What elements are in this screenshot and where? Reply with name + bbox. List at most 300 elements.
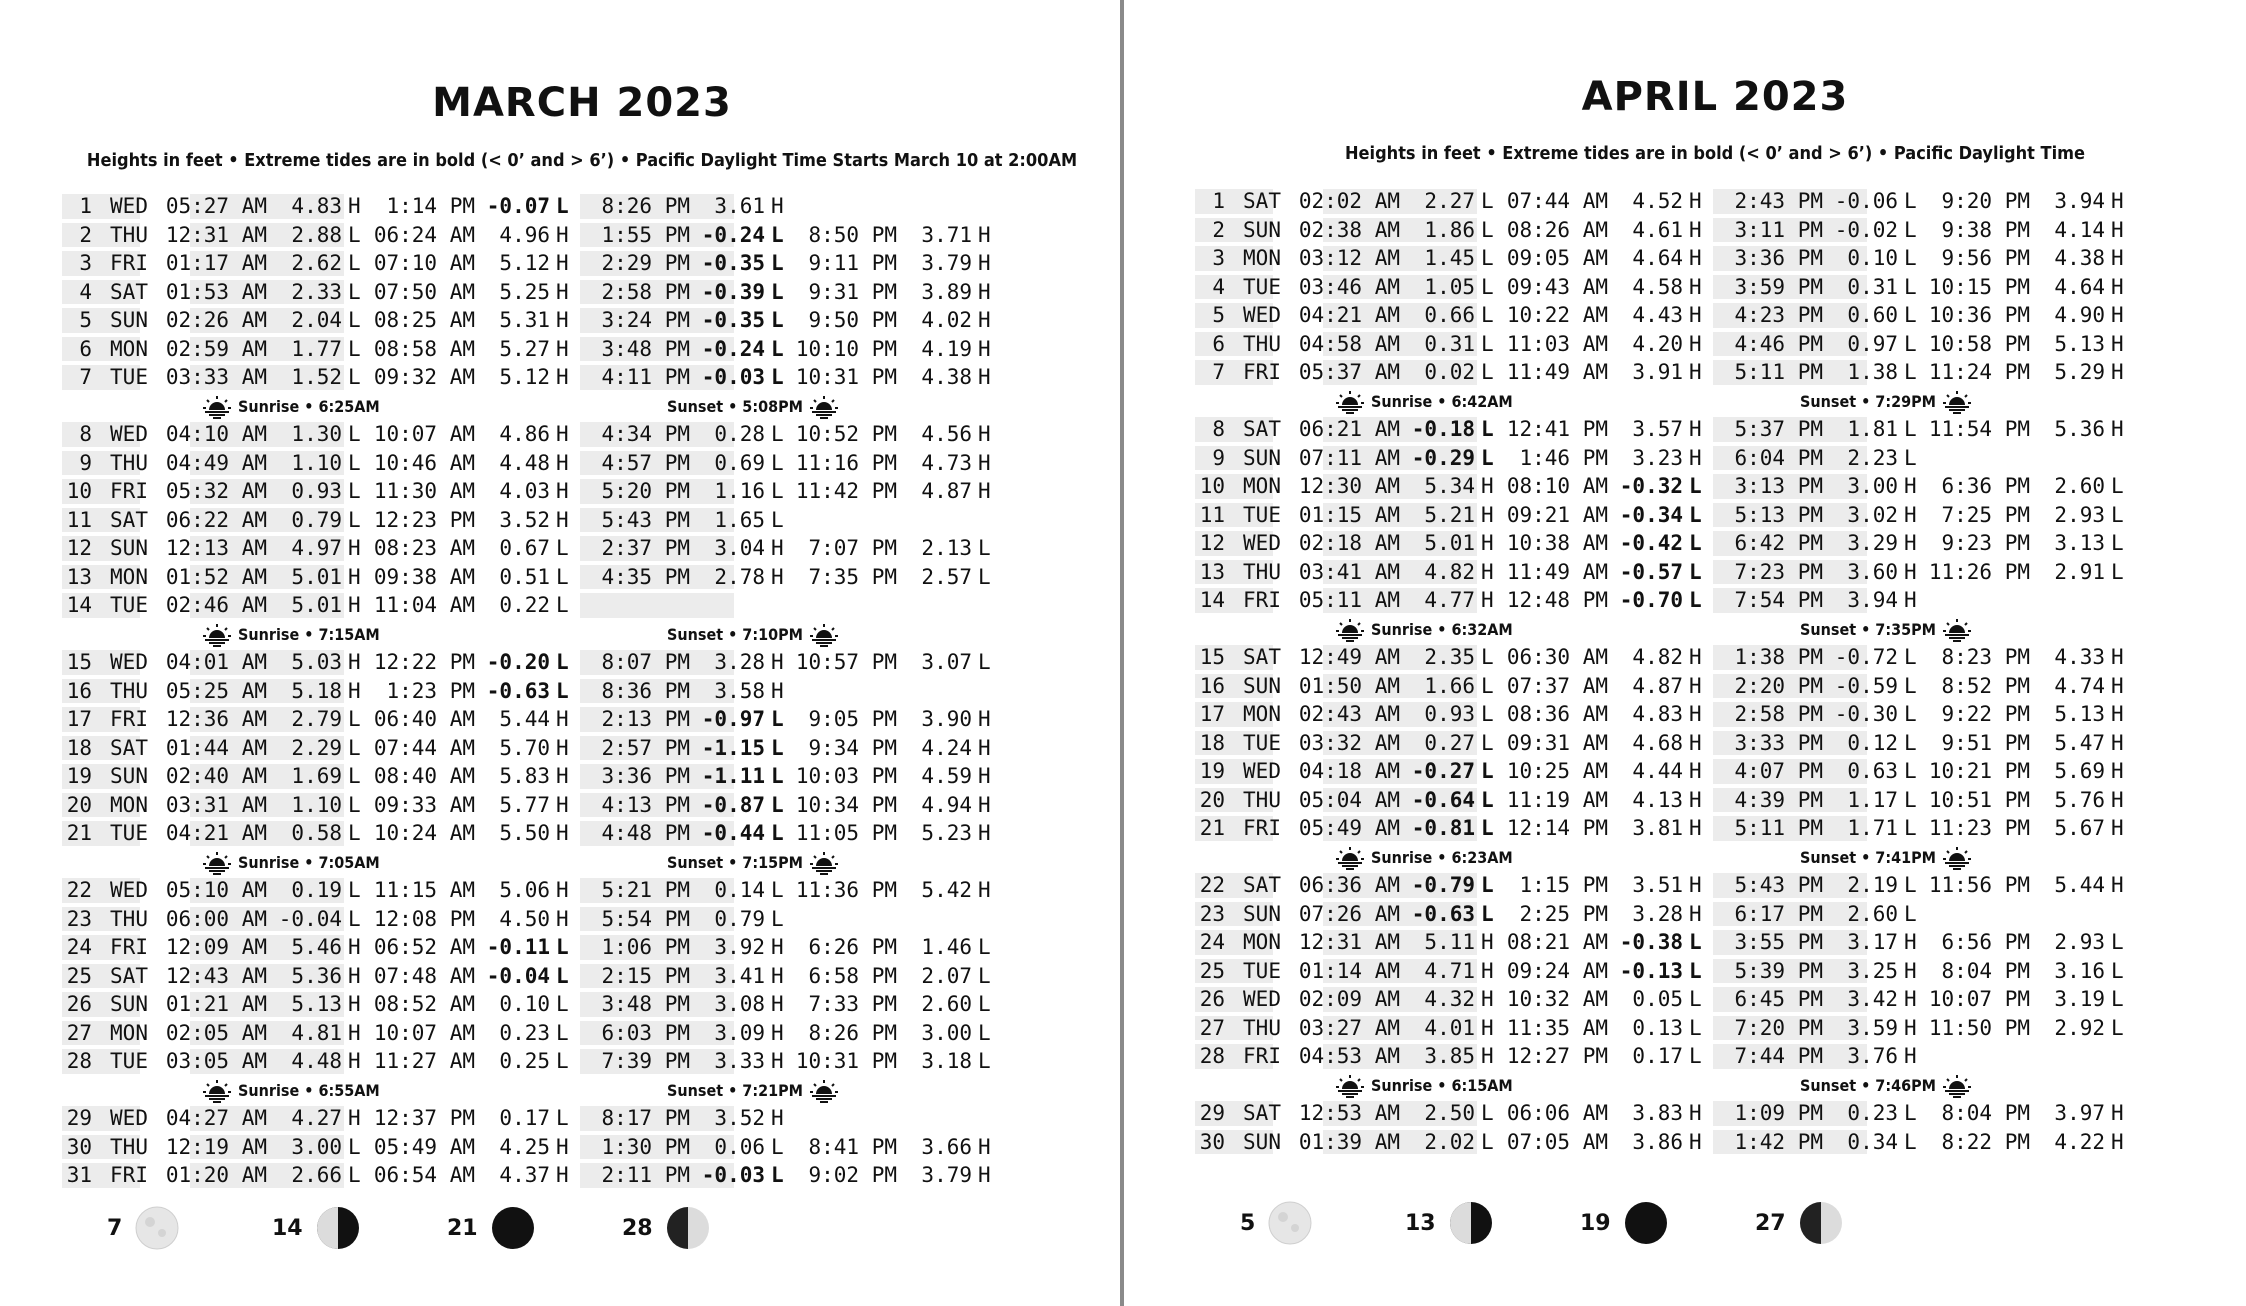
tide-entry xyxy=(1713,959,1926,983)
tide-entry xyxy=(1498,987,1711,1011)
tide-entry xyxy=(787,935,1000,959)
tide-time: 6:03 PM xyxy=(601,1020,690,1045)
tide-time: 08:25 AM xyxy=(373,308,475,333)
tide-type: H xyxy=(2111,787,2124,812)
tide-time: 9:02 PM xyxy=(808,1163,897,1188)
tide-entry xyxy=(1290,531,1503,555)
tide-entry xyxy=(1920,275,2133,299)
tide-type: L xyxy=(771,878,784,903)
tide-type: H xyxy=(1481,474,1494,499)
sunrise-text: Sunrise • 7:05AM xyxy=(238,853,380,872)
tide-entry xyxy=(580,878,793,902)
tide-entry xyxy=(787,337,1000,361)
tide-height: 1.10 xyxy=(291,450,342,475)
tide-time: 12:31 AM xyxy=(165,222,267,247)
row-day: SUN xyxy=(110,992,148,1017)
tide-entry xyxy=(1290,360,1503,384)
tide-time: 08:40 AM xyxy=(373,764,475,789)
tide-time: 02:46 AM xyxy=(165,593,267,618)
tide-type: H xyxy=(978,308,991,333)
tide-entry xyxy=(1498,902,1711,926)
row-date: 10 xyxy=(66,479,92,504)
row-day: SUN xyxy=(1243,217,1281,242)
row-date: 25 xyxy=(66,963,92,988)
page-title: MARCH 2023 xyxy=(432,80,732,126)
tide-time: 3:59 PM xyxy=(1734,274,1823,299)
tide-time: 12:09 AM xyxy=(165,935,267,960)
tide-height: 2.92 xyxy=(2054,1015,2105,1040)
tide-type: L xyxy=(1481,217,1494,242)
sunset-text: Sunset • 7:15PM xyxy=(667,853,803,872)
tide-entry xyxy=(365,707,578,731)
tide-entry xyxy=(1920,360,2133,384)
tide-entry xyxy=(1498,474,1711,498)
tide-type: H xyxy=(1689,645,1702,670)
tide-entry xyxy=(365,679,578,703)
sunrise-text: Sunrise • 6:23AM xyxy=(1371,848,1513,867)
tide-entry xyxy=(787,992,1000,1016)
tide-type: L xyxy=(1904,730,1917,755)
tide-time: 02:43 AM xyxy=(1298,702,1400,727)
full-moon-icon xyxy=(134,1205,180,1251)
tide-type: H xyxy=(2111,816,2124,841)
tide-type: H xyxy=(1689,1101,1702,1126)
tide-type: H xyxy=(1689,246,1702,271)
tide-type: L xyxy=(1481,645,1494,670)
tide-time: 9:23 PM xyxy=(1941,531,2030,556)
tide-time: 10:52 PM xyxy=(795,422,897,447)
tide-entry xyxy=(580,1135,793,1159)
tide-height: 4.44 xyxy=(1632,759,1683,784)
tide-height: 5.77 xyxy=(499,792,550,817)
row-day: THU xyxy=(110,222,148,247)
sunrise-label xyxy=(202,851,380,875)
tide-entry xyxy=(1920,645,2133,669)
tide-type: H xyxy=(556,906,569,931)
tide-type: H xyxy=(348,1049,361,1074)
tide-type: L xyxy=(978,564,991,589)
tide-type: H xyxy=(2111,1101,2124,1126)
tide-entry xyxy=(1920,1101,2133,1125)
tide-time: 4:23 PM xyxy=(1734,303,1823,328)
tide-type: H xyxy=(1689,303,1702,328)
tide-time: 8:26 PM xyxy=(808,1020,897,1045)
tide-entry xyxy=(1290,189,1503,213)
tide-entry xyxy=(580,508,793,532)
table-row xyxy=(62,306,1102,335)
tide-type: H xyxy=(556,365,569,390)
tide-height: -0.35 xyxy=(701,251,765,276)
sunrise-text: Sunrise • 6:42AM xyxy=(1371,392,1513,411)
tide-type: L xyxy=(2111,531,2124,556)
row-day: THU xyxy=(110,1134,148,1159)
tide-time: 05:27 AM xyxy=(165,194,267,219)
tide-height: 5.67 xyxy=(2054,816,2105,841)
tide-entry xyxy=(580,793,793,817)
tide-time: 05:10 AM xyxy=(165,878,267,903)
table-row xyxy=(1195,786,2235,815)
tide-type: H xyxy=(556,792,569,817)
row-day: TUE xyxy=(1243,958,1281,983)
tide-time: 5:11 PM xyxy=(1734,360,1823,385)
row-date: 17 xyxy=(1199,702,1225,727)
tide-entry xyxy=(1713,1130,1926,1154)
tide-type: L xyxy=(556,536,569,561)
table-row xyxy=(62,1104,1102,1133)
tide-type: H xyxy=(1481,559,1494,584)
tide-time: 12:08 PM xyxy=(373,906,475,931)
tide-height: 1.86 xyxy=(1424,217,1475,242)
sunrise-label xyxy=(1335,846,1513,870)
tide-entry xyxy=(1920,303,2133,327)
moon-day: 19 xyxy=(1580,1210,1611,1236)
tide-height: 4.83 xyxy=(1632,702,1683,727)
tide-time: 12:43 AM xyxy=(165,963,267,988)
tide-time: 08:58 AM xyxy=(373,336,475,361)
tide-time: 12:14 PM xyxy=(1506,816,1608,841)
tide-height: 5.27 xyxy=(499,336,550,361)
tide-entry xyxy=(365,280,578,304)
table-row xyxy=(62,819,1102,848)
table-row xyxy=(62,1047,1102,1076)
tide-type: H xyxy=(771,963,784,988)
tide-height: 1.05 xyxy=(1424,274,1475,299)
row-date: 10 xyxy=(1199,474,1225,499)
tide-height: 1.16 xyxy=(714,479,765,504)
tide-time: 04:53 AM xyxy=(1298,1044,1400,1069)
tide-time: 7:20 PM xyxy=(1734,1015,1823,1040)
row-day: MON xyxy=(1243,246,1281,271)
sun-times-row xyxy=(1195,843,2235,872)
tide-time: 06:00 AM xyxy=(165,906,267,931)
tide-height: -0.38 xyxy=(1619,930,1683,955)
tide-time: 01:21 AM xyxy=(165,992,267,1017)
tide-time: 09:32 AM xyxy=(373,365,475,390)
sun-times-row xyxy=(62,848,1102,877)
tide-entry xyxy=(365,1049,578,1073)
tide-entry xyxy=(365,992,578,1016)
tide-entry xyxy=(1290,902,1503,926)
tide-entry xyxy=(787,422,1000,446)
tide-time: 2:58 PM xyxy=(601,279,690,304)
tide-height: 0.13 xyxy=(1632,1015,1683,1040)
sunset-icon xyxy=(1942,390,1972,414)
row-date: 23 xyxy=(1199,901,1225,926)
tide-height: 3.23 xyxy=(1632,445,1683,470)
tide-time: 04:58 AM xyxy=(1298,331,1400,356)
tide-time: 8:41 PM xyxy=(808,1134,897,1159)
sunrise-icon xyxy=(202,851,232,875)
row-date: 6 xyxy=(1212,331,1225,356)
moon-phase-full xyxy=(1240,1200,1313,1246)
row-date: 4 xyxy=(1212,274,1225,299)
tide-height: 0.63 xyxy=(1847,759,1898,784)
tide-time: 02:05 AM xyxy=(165,1020,267,1045)
tide-height: 1.17 xyxy=(1847,787,1898,812)
moon-day: 7 xyxy=(107,1215,123,1241)
tide-type: L xyxy=(771,792,784,817)
tide-height: 3.76 xyxy=(1847,1044,1898,1069)
row-date: 28 xyxy=(66,1049,92,1074)
tide-type: L xyxy=(978,1020,991,1045)
tide-height: 3.94 xyxy=(2054,189,2105,214)
row-date: 9 xyxy=(1212,445,1225,470)
tide-type: L xyxy=(771,764,784,789)
row-day: SAT xyxy=(1243,417,1281,442)
row-day: MON xyxy=(1243,702,1281,727)
tide-type: L xyxy=(771,1163,784,1188)
tide-time: 3:33 PM xyxy=(1734,730,1823,755)
tide-type: L xyxy=(1904,1129,1917,1154)
tide-height: 2.93 xyxy=(2054,930,2105,955)
tide-height: 3.16 xyxy=(2054,958,2105,983)
tide-type: H xyxy=(2111,360,2124,385)
tide-time: 10:31 PM xyxy=(795,365,897,390)
tide-entry xyxy=(365,593,578,617)
tide-time: 5:39 PM xyxy=(1734,958,1823,983)
tide-time: 9:38 PM xyxy=(1941,217,2030,242)
tide-time: 01:20 AM xyxy=(165,1163,267,1188)
tide-height: 4.02 xyxy=(921,308,972,333)
tide-type: H xyxy=(771,650,784,675)
tide-height: 4.52 xyxy=(1632,189,1683,214)
tide-type: L xyxy=(348,479,361,504)
tide-type: L xyxy=(556,963,569,988)
table-row xyxy=(62,905,1102,934)
tide-time: 01:52 AM xyxy=(165,564,267,589)
row-day: THU xyxy=(1243,331,1281,356)
tide-type: L xyxy=(978,935,991,960)
row-date: 30 xyxy=(1199,1129,1225,1154)
sunrise-label xyxy=(202,1079,380,1103)
tide-entry xyxy=(1290,731,1503,755)
tide-entry xyxy=(1290,959,1503,983)
tide-entry xyxy=(157,821,370,845)
tide-time: 10:22 AM xyxy=(1506,303,1608,328)
row-date: 18 xyxy=(1199,730,1225,755)
tide-entry xyxy=(1920,560,2133,584)
row-date: 25 xyxy=(1199,958,1225,983)
tide-entry xyxy=(157,764,370,788)
tide-time: 11:56 PM xyxy=(1928,873,2030,898)
sunset-icon xyxy=(809,851,839,875)
tide-time: 10:46 AM xyxy=(373,450,475,475)
tide-type: H xyxy=(1689,274,1702,299)
tide-entry xyxy=(1498,1044,1711,1068)
tide-height: 5.44 xyxy=(499,707,550,732)
table-row xyxy=(62,705,1102,734)
tide-height: 2.13 xyxy=(921,536,972,561)
tide-type: L xyxy=(1689,958,1702,983)
tide-height: 0.17 xyxy=(499,1106,550,1131)
tide-time: 07:26 AM xyxy=(1298,901,1400,926)
row-date: 19 xyxy=(1199,759,1225,784)
tide-time: 2:57 PM xyxy=(601,735,690,760)
table-row xyxy=(62,506,1102,535)
tide-type: L xyxy=(348,251,361,276)
tide-type: H xyxy=(348,593,361,618)
row-date: 4 xyxy=(79,279,92,304)
tide-time: 8:52 PM xyxy=(1941,673,2030,698)
tide-height: 4.83 xyxy=(291,194,342,219)
tide-time: 01:39 AM xyxy=(1298,1129,1400,1154)
tide-entry xyxy=(580,1106,793,1130)
tide-time: 10:34 PM xyxy=(795,792,897,817)
tide-type: L xyxy=(771,479,784,504)
tide-time: 08:21 AM xyxy=(1506,930,1608,955)
tide-height: 2.60 xyxy=(2054,474,2105,499)
tide-time: 06:52 AM xyxy=(373,935,475,960)
tide-entry xyxy=(787,536,1000,560)
moon-phase-last-quarter xyxy=(272,1205,361,1251)
tide-entry xyxy=(1920,731,2133,755)
tide-type: L xyxy=(771,251,784,276)
table-row xyxy=(62,449,1102,478)
tide-time: 07:50 AM xyxy=(373,279,475,304)
tide-time: 12:36 AM xyxy=(165,707,267,732)
tide-type: H xyxy=(1689,702,1702,727)
tide-entry xyxy=(1920,759,2133,783)
tide-time: 1:30 PM xyxy=(601,1134,690,1159)
tide-time: 8:04 PM xyxy=(1941,958,2030,983)
tide-type: H xyxy=(978,821,991,846)
tide-type: L xyxy=(556,935,569,960)
row-date: 5 xyxy=(1212,303,1225,328)
tide-entry xyxy=(1290,303,1503,327)
tide-entry xyxy=(365,194,578,218)
row-day: WED xyxy=(110,1106,148,1131)
tide-time: 07:48 AM xyxy=(373,963,475,988)
sun-times-row xyxy=(1195,1071,2235,1100)
tide-height: 3.19 xyxy=(2054,987,2105,1012)
row-date: 18 xyxy=(66,735,92,760)
tide-type: L xyxy=(348,279,361,304)
tide-type: H xyxy=(978,336,991,361)
tide-time: 7:39 PM xyxy=(601,1049,690,1074)
tide-entry xyxy=(580,422,793,446)
tide-time: 03:05 AM xyxy=(165,1049,267,1074)
tide-entry xyxy=(1290,275,1503,299)
tide-type: H xyxy=(2111,873,2124,898)
tide-height: -0.70 xyxy=(1619,588,1683,613)
tide-time: 4:35 PM xyxy=(601,564,690,589)
tide-type: H xyxy=(1689,873,1702,898)
tide-height: 4.61 xyxy=(1632,217,1683,242)
tide-type: H xyxy=(1689,445,1702,470)
tide-type: H xyxy=(556,764,569,789)
tide-type: H xyxy=(771,536,784,561)
tide-type: H xyxy=(1904,958,1917,983)
tide-type: H xyxy=(2111,673,2124,698)
tide-entry xyxy=(580,451,793,475)
tide-entry xyxy=(1713,816,1926,840)
tide-time: 05:37 AM xyxy=(1298,360,1400,385)
tide-time: 12:19 AM xyxy=(165,1134,267,1159)
tide-time: 7:44 PM xyxy=(1734,1044,1823,1069)
tide-time: 05:32 AM xyxy=(165,479,267,504)
sunrise-text: Sunrise • 6:55AM xyxy=(238,1081,380,1100)
tide-type: H xyxy=(1481,1044,1494,1069)
tide-height: 2.91 xyxy=(2054,559,2105,584)
tide-time: 2:58 PM xyxy=(1734,702,1823,727)
tide-type: H xyxy=(556,251,569,276)
tide-entry xyxy=(1498,702,1711,726)
tide-entry xyxy=(787,251,1000,275)
sunset-label xyxy=(1800,846,1972,870)
tide-entry xyxy=(787,565,1000,589)
row-date: 14 xyxy=(66,593,92,618)
table-row xyxy=(1195,985,2235,1014)
tide-height: 5.13 xyxy=(291,992,342,1017)
row-date: 9 xyxy=(79,450,92,475)
row-day: SAT xyxy=(1243,645,1281,670)
tide-entry xyxy=(365,365,578,389)
tide-height: 3.17 xyxy=(1847,930,1898,955)
tide-type: H xyxy=(2111,417,2124,442)
tide-time: 01:17 AM xyxy=(165,251,267,276)
tide-height: 4.38 xyxy=(921,365,972,390)
tide-entry xyxy=(580,1049,793,1073)
tide-time: 5:43 PM xyxy=(601,507,690,532)
tide-entry xyxy=(157,479,370,503)
row-date: 8 xyxy=(1212,417,1225,442)
tide-height: 3.08 xyxy=(714,992,765,1017)
tide-time: 04:01 AM xyxy=(165,650,267,675)
tide-time: 12:31 AM xyxy=(1298,930,1400,955)
tide-type: H xyxy=(1904,1015,1917,1040)
row-date: 26 xyxy=(1199,987,1225,1012)
table-row xyxy=(62,335,1102,364)
sunset-icon xyxy=(1942,1074,1972,1098)
tide-entry xyxy=(1713,303,1926,327)
tide-height: 5.36 xyxy=(291,963,342,988)
tide-height: 0.66 xyxy=(1424,303,1475,328)
tide-type: H xyxy=(1481,588,1494,613)
tide-height: 5.11 xyxy=(1424,930,1475,955)
tide-type: H xyxy=(771,1106,784,1131)
tide-time: 12:30 AM xyxy=(1298,474,1400,499)
row-date: 20 xyxy=(1199,787,1225,812)
sunrise-label xyxy=(1335,1074,1513,1098)
sunset-text: Sunset • 7:29PM xyxy=(1800,392,1936,411)
tide-height: 3.28 xyxy=(1632,901,1683,926)
tide-entry xyxy=(1920,246,2133,270)
tide-entry xyxy=(1498,759,1711,783)
tide-height: 3.52 xyxy=(499,507,550,532)
tide-entry xyxy=(157,593,370,617)
tide-height: 5.03 xyxy=(291,650,342,675)
tide-entry xyxy=(157,223,370,247)
tide-time: 5:54 PM xyxy=(601,906,690,931)
tide-entry xyxy=(1290,873,1503,897)
tide-type: H xyxy=(771,1049,784,1074)
row-day: WED xyxy=(110,194,148,219)
tide-height: 0.69 xyxy=(714,450,765,475)
tide-type: L xyxy=(1481,901,1494,926)
tide-entry xyxy=(157,251,370,275)
tide-height: 3.90 xyxy=(921,707,972,732)
tide-type: H xyxy=(556,422,569,447)
tide-height: 5.31 xyxy=(499,308,550,333)
tide-height: -0.32 xyxy=(1619,474,1683,499)
tide-type: L xyxy=(1481,787,1494,812)
row-day: SAT xyxy=(1243,1101,1281,1126)
row-day: FRI xyxy=(110,479,148,504)
tide-time: 9:11 PM xyxy=(808,251,897,276)
tide-entry xyxy=(580,337,793,361)
tide-time: 11:27 AM xyxy=(373,1049,475,1074)
tide-entry xyxy=(1290,218,1503,242)
